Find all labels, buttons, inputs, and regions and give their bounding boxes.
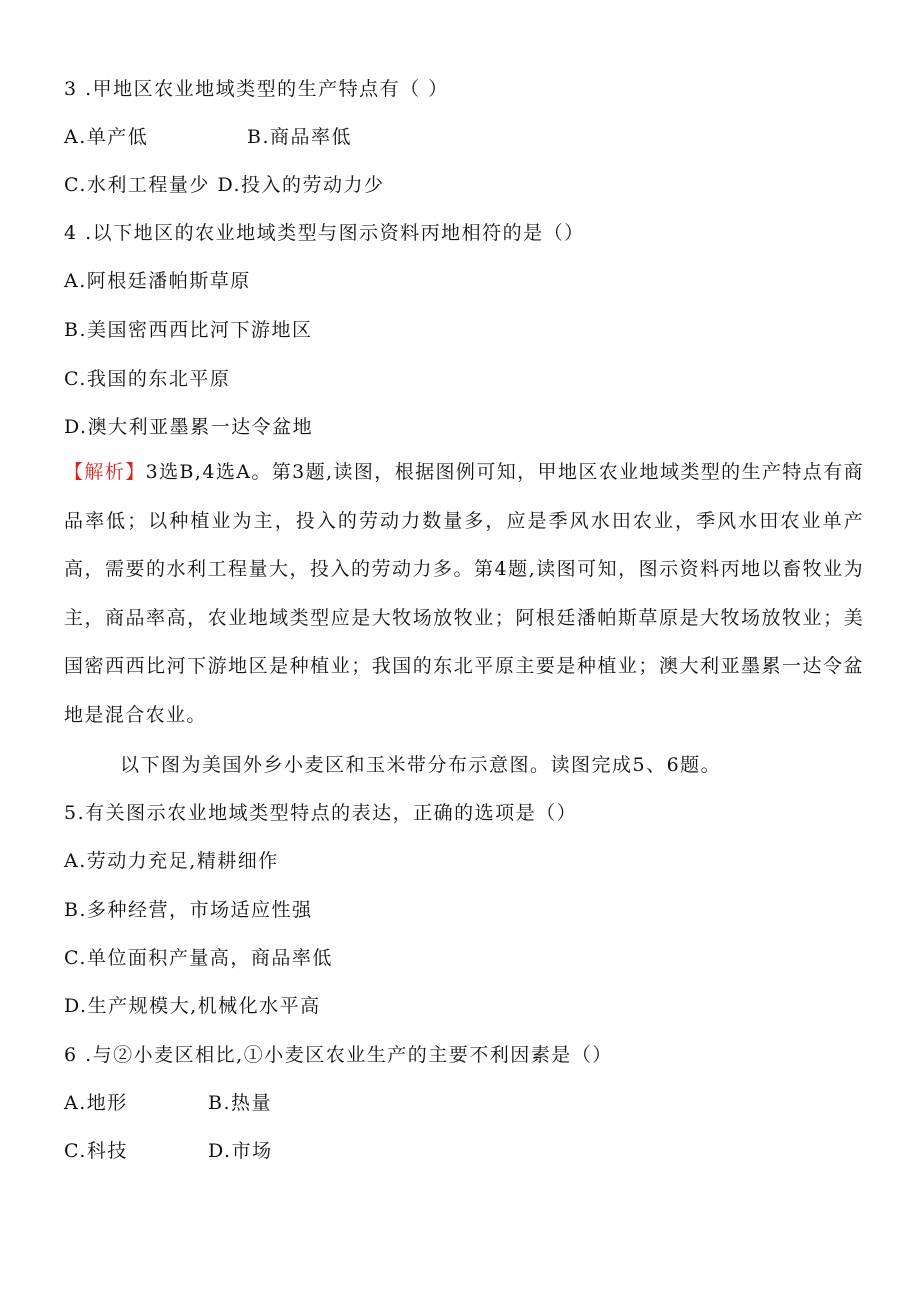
q6-stem: 6 .与②小麦区相比,①小麦区农业生产的主要不利因素是（） xyxy=(64,1044,613,1066)
q4-option-b: B.美国密西西比河下游地区 xyxy=(64,319,313,341)
q6-option-a: A.地形 xyxy=(64,1092,128,1114)
analysis-text: 3选B,4选A。第3题,读图，根据图例可知，甲地区农业地域类型的生产特点有商品率低；以种植业为主，投入的劳动力数量多，应是季风水田农业，季风水田农业单产高，需要的水利工程量大，投入的劳动力多。第4题,读图可知，图示资料丙地以畜牧业为主，商品率高，农业地域类型应是大牧场放牧业；阿根廷潘帕斯草原是大牧场放牧业；美国密西西比河下游地区是种植业；我国的东北平原主要是种植业；澳大利亚墨累一达令盆地是混合农业。 xyxy=(64,461,864,726)
q6-option-d: D.市场 xyxy=(208,1140,273,1162)
analysis-paragraph xyxy=(64,448,864,739)
q6-option-b: B.热量 xyxy=(208,1092,273,1114)
q5-option-a: A.劳动力充足,精耕细作 xyxy=(64,850,279,872)
q5-option-b: B.多种经营，市场适应性强 xyxy=(64,899,313,921)
q4-option-c: C.我国的东北平原 xyxy=(64,368,231,390)
analysis-label: 【解析】 xyxy=(64,461,146,483)
section-intro: 以下图为美国外乡小麦区和玉米带分布示意图。读图完成5、6题。 xyxy=(120,754,722,776)
q5-option-c: C.单位面积产量高，商品率低 xyxy=(64,947,333,969)
q3-options-cd: C.水利工程量少 D.投入的劳动力少 xyxy=(64,174,385,196)
q5-option-d: D.生产规模大,机械化水平高 xyxy=(64,995,321,1017)
q5-stem: 5.有关图示农业地域类型特点的表达，正确的选项是（） xyxy=(64,802,578,824)
q3-option-b: B.商品率低 xyxy=(247,126,353,148)
q4-option-a: A.阿根廷潘帕斯草原 xyxy=(64,270,251,292)
q4-stem: 4 .以下地区的农业地域类型与图示资料丙地相符的是（） xyxy=(64,222,585,244)
q3-option-a: A.单产低 xyxy=(64,126,149,148)
q4-option-d: D.澳大利亚墨累一达令盆地 xyxy=(64,416,314,438)
q6-option-c: C.科技 xyxy=(64,1140,128,1162)
q3-stem: 3 .甲地区农业地域类型的生产特点有（ ） xyxy=(64,78,449,100)
